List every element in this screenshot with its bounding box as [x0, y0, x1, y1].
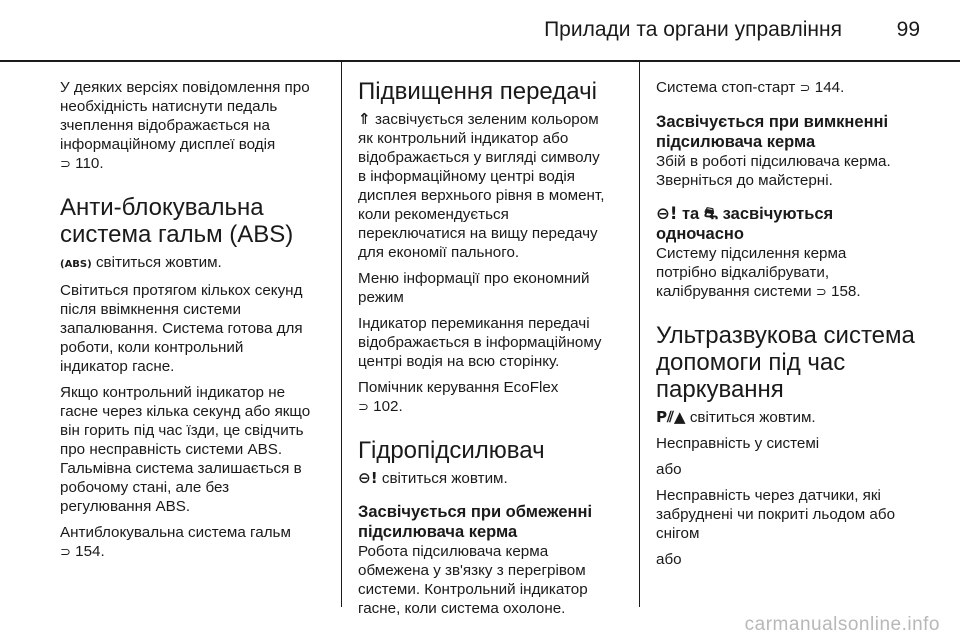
right-column	[656, 78, 926, 576]
reference-arrow-icon: ⊃	[815, 285, 827, 300]
header-rule	[0, 60, 960, 62]
reference-arrow-icon: ⊃	[799, 81, 811, 96]
column-divider-1	[341, 62, 342, 607]
reference-arrow-icon: ⊃	[60, 545, 71, 560]
abs-paragraph-1: Світиться протягом кількох секунд після ввімкнення системи запалювання. Система готова для роботи, коли контрольний індикатор гасне.	[60, 282, 303, 375]
intro-paragraph: У деяких версіях повідомлення про необхідність натиснути педаль зчеплення відображається на інформаційному дисплеї водія ⊃ 110.	[60, 79, 310, 172]
both-paragraph: Систему підсилення керма потрібно відкалібрувати, калібрування системи ⊃ 158.	[656, 245, 861, 300]
steering-warning-icon: ⊖!	[358, 469, 378, 487]
park-status: P⫽▲ світиться жовтим.	[656, 408, 816, 426]
limited-heading: Засвічується при обмеженні підсилювача керма	[358, 503, 593, 541]
shift-paragraph-1: ⇑ засвічується зеленим кольором як контрольний індикатор або відображається у вигляді символу в інформаційному центрі водія дисплея верхнього рівня в момент, коли рекомендується переключатися на вищу передачу для економії пального.	[358, 110, 605, 261]
page-ref-link[interactable]: 102.	[373, 398, 403, 415]
page-number: 99	[896, 18, 920, 41]
reference-arrow-icon: ⊃	[60, 157, 71, 172]
or-text: або	[656, 461, 682, 478]
abs-paragraph-2: Якщо контрольний індикатор не гасне через кілька секунд або якщо він горить під час їзди, це свідчить про несправність системи ABS. Гальмівна система залишається в робочому стані, але без регулювання ABS.	[60, 384, 311, 515]
middle-column	[358, 78, 628, 625]
watermark: carmanualsonline.info	[744, 614, 940, 635]
stopstart-paragraph: Система стоп-старт ⊃ 144.	[656, 79, 845, 96]
page-header	[0, 0, 960, 62]
abs-heading: Анти-блокувальна система гальм (ABS)	[60, 194, 294, 248]
page-ref-link[interactable]: 144.	[814, 79, 845, 96]
reference-arrow-icon: ⊃	[358, 400, 369, 415]
off-paragraph: Збій в роботі підсилювача керма. Зверніться до майстерні.	[656, 153, 891, 189]
park-assist-icon: P⫽▲	[656, 408, 686, 426]
chapter-title: Прилади та органи управління	[544, 18, 842, 41]
hydro-status: ⊖! світиться жовтим.	[358, 469, 508, 487]
shift-heading: Підвищення передачі	[358, 78, 597, 105]
limited-paragraph: Робота підсилювача керма обмежена у зв'язку з перегрівом системи. Контрольний індикатор гасне, коли система охолоне.	[358, 543, 588, 617]
shift-paragraph-2: Меню інформації про економний режим	[358, 270, 590, 306]
page-ref-link[interactable]: 158.	[831, 283, 861, 300]
fault-text: Несправність у системі	[656, 435, 820, 452]
hydro-heading: Гідропідсилювач	[358, 437, 545, 464]
sensor-paragraph: Несправність через датчики, які забруднені чи покриті льодом або снігом	[656, 487, 896, 542]
abs-status: (ABS) світиться жовтим.	[60, 254, 222, 271]
page-ref-link[interactable]: 154.	[75, 543, 105, 560]
off-heading: Засвічується при вимкненні підсилювача керма	[656, 113, 889, 151]
steering-warning-icon: ⊖!	[656, 204, 678, 223]
both-heading: ⊖! та ⛐ засвічуються одночасно	[656, 204, 834, 243]
or-text: або	[656, 551, 682, 568]
page-ref-link[interactable]: 110.	[75, 155, 104, 172]
shift-up-icon: ⇑	[358, 110, 371, 128]
abs-paragraph-3: Антиблокувальна система гальм ⊃ 154.	[60, 524, 291, 560]
park-heading: Ультразвукова система допомоги під час паркування	[656, 322, 915, 403]
left-column	[60, 78, 330, 569]
shift-paragraph-4: Помічник керування EcoFlex ⊃ 102.	[358, 379, 559, 415]
steering-wheel-icon: ⛐	[703, 204, 719, 223]
shift-paragraph-3: Індикатор перемикання передачі відображається в інформаційному центрі водія на всю сторінку.	[358, 315, 602, 370]
abs-warning-icon: (ABS)	[60, 259, 92, 270]
column-divider-2	[639, 62, 640, 607]
